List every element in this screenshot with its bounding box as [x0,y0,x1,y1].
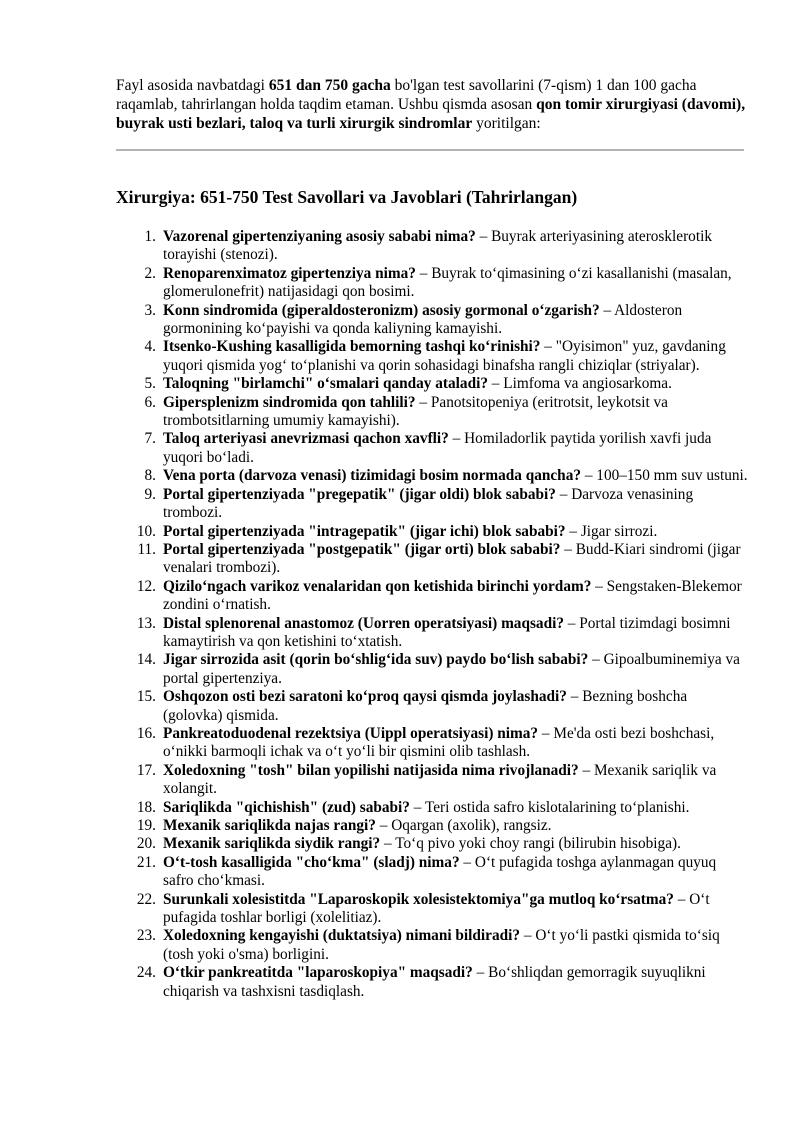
question-text: O‘t-tosh kasalligida "cho‘kma" (sladj) nima? [163,853,460,871]
intro-paragraph [116,76,746,133]
question-text: O‘tkir pankreatitda "laparoskopiya" maqsadi? [163,964,473,982]
item-number: 7. [144,430,156,448]
answer-text: – Portal tizimdagi bosimni kamaytirish va qon ketishini to‘xtatish. [163,614,731,650]
answer-text: – Gipoalbuminemiya va portal gipertenziya. [163,651,740,687]
question-text: Portal gipertenziyada "intragepatik" (jigar ichi) blok sababi? [163,522,566,540]
answer-text: – Me'da osti bezi boshchasi, o‘nikki barmoqli ichak va o‘t yo‘li bir qismini olib tashlash. [163,724,715,761]
list-item [116,486,748,523]
question-text: Mexanik sariqlikda siydik rangi? [163,835,381,853]
item-number: 11. [137,540,156,558]
answer-text: – "Oyisimon" yuz, gavdaning yuqori qismida yog‘ to‘planishi va qorin sohasidagi binafsha rangli chiziqlar (striyalar). [163,338,726,374]
answer-text: – Darvoza venasining trombozi. [163,485,694,522]
question-text: Gipersplenizm sindromida qon tahlili? [163,393,416,411]
question-text: Portal gipertenziyada "pregepatik" (jigar oldi) blok sababi? [163,485,556,503]
list-item [116,854,748,891]
answer-text: – Bezning boshcha (golovka) qismida. [163,688,688,724]
item-number: 6. [144,393,156,411]
question-text: Surunkali xolesistitda "Laparoskopik xolesistektomiya"ga mutloq ko‘rsatma? [163,890,674,908]
answer-text: – Homiladorlik paytida yorilish xavfi juda yuqori bo‘ladi. [163,430,712,466]
item-number: 9. [144,485,156,503]
question-text: Taloqning "birlamchi" o‘smalari qanday ataladi? [163,375,488,393]
intro-text-1: Fayl asosida navbatdagi [116,77,269,94]
item-number: 22. [136,890,156,908]
answer-text: – Bo‘shliqdan gemorragik suyuqlikni chiqarish va tashxisni tasdiqlash. [163,964,706,1000]
list-item [116,394,748,431]
item-number: 16. [136,724,156,742]
answer-text: – Buyrak to‘qimasining o‘zi kasallanishi (masalan, glomerulonefrit) natijasidagi qon bosimi. [163,264,732,301]
horizontal-divider [116,149,744,151]
item-number: 23. [136,927,156,945]
item-number: 19. [136,817,156,834]
answer-text: – O‘t pufagida toshga aylanmagan quyuq safro cho‘kmasi. [163,853,717,890]
intro-text-2: bo'lgan test savollarini (7-qism) 1 dan 100 gacha raqamlab, tahrirlangan holda taqdim etaman. Ushbu qismda asosan [116,77,697,113]
list-item [116,467,748,485]
question-text: Qizilo‘ngach varikoz venalaridan qon ketishida birinchi yordam? [163,577,592,595]
item-number: 14. [136,651,156,669]
question-text: Sariqlikda "qichishish" (zud) sababi? [163,798,410,816]
answer-text: – O‘t yo‘li pastki qismida to‘siq (tosh yoki o'sma) borligini. [163,927,720,963]
item-number: 13. [136,614,156,632]
section-heading: Xirurgiya: 651-750 Test Savollari va Javoblari (Tahrirlangan) [116,187,578,207]
item-number: 20. [136,835,156,853]
question-text: Mexanik sariqlikda najas rangi? [163,817,376,834]
list-item [116,835,748,853]
answer-text: – Aldosteron gormonining ko‘payishi va qonda kaliyning kamayishi. [163,301,683,338]
list-item [116,228,748,265]
question-text: Jigar sirrozida asit (qorin bo‘shlig‘ida suv) paydo bo‘lish sababi? [163,651,589,669]
item-number: 10. [136,522,156,540]
answer-text: – Mexanik sariqlik va xolangit. [163,761,717,798]
list-item [116,265,748,302]
item-number: 21. [136,853,156,871]
question-text: Xoledoxning kengayishi (duktatsiya) nimani bildiradi? [163,927,521,945]
item-number: 24. [136,964,156,982]
answer-text: – Budd-Kiari sindromi (jigar venalari trombozi). [163,540,741,577]
item-number: 5. [144,375,156,393]
question-text: Itsenko-Kushing kasalligida bemorning tashqi ko‘rinishi? [163,338,541,356]
question-text: Xoledoxning "tosh" bilan yopilishi natijasida nima rivojlanadi? [163,761,579,779]
list-item [116,523,748,541]
list-item [116,302,748,339]
question-text: Taloq arteriyasi anevrizmasi qachon xavfli? [163,430,449,448]
list-item [116,615,748,652]
answer-text: – Limfoma va angiosarkoma. [487,375,672,393]
list-item [116,541,748,578]
list-item [116,651,748,688]
list-item [116,927,748,964]
item-number: 12. [136,577,156,595]
list-item [116,430,748,467]
question-list [116,228,748,1001]
question-text: Pankreatoduodenal rezektsiya (Uippl operatsiyasi) nima? [163,724,539,742]
list-item [116,725,748,762]
list-item [116,964,748,1001]
list-item [116,891,748,928]
answer-text: – 100–150 mm suv ustuni. [581,467,748,485]
item-number: 18. [136,798,156,816]
question-text: Vazorenal gipertenziyaning asosiy sababi nima? [163,228,476,245]
item-number: 1. [144,228,156,245]
intro-text-3: yoritilgan: [472,115,541,132]
intro-bold-topics: qon tomir xirurgiyasi (davomi), buyrak usti bezlari, taloq va turli xirurgik sindromlar [116,96,746,132]
item-number: 17. [136,761,156,779]
item-number: 8. [144,467,156,485]
list-item [116,799,748,817]
item-number: 15. [136,688,156,706]
answer-text: – Jigar sirrozi. [565,522,658,540]
question-text: Vena porta (darvoza venasi) tizimidagi bosim normada qancha? [163,467,581,485]
question-text: Konn sindromida (giperaldosteronizm) asosiy gormonal o‘zgarish? [163,301,600,319]
answer-text: – Panotsitopeniya (eritrotsit, leykotsit va trombotsitlarning umumiy kamayishi). [163,393,668,430]
item-number: 2. [144,264,156,282]
answer-text: – Sengstaken-Blekemor zondini o‘rnatish. [163,577,742,614]
question-text: Renoparenximatoz gipertenziya nima? [163,264,416,282]
list-item [116,688,748,725]
item-number: 4. [144,338,156,356]
answer-text: – To‘q pivo yoki choy rangi (bilirubin hisobiga). [380,835,681,853]
item-number: 3. [144,301,156,319]
question-text: Portal gipertenziyada "postgepatik" (jigar orti) blok sababi? [163,540,561,558]
list-item [116,762,748,799]
question-text: Oshqozon osti bezi saratoni ko‘proq qaysi qismda joylashadi? [163,688,567,706]
list-item [116,578,748,615]
answer-text: – Oqargan (axolik), rangsiz. [375,817,552,834]
list-item [116,817,748,835]
list-item [116,338,748,375]
answer-text: – Buyrak arteriyasining aterosklerotik torayishi (stenozi). [163,228,712,264]
question-text: Distal splenorenal anastomoz (Uorren operatsiyasi) maqsadi? [163,614,564,632]
answer-text: – Teri ostida safro kislotalarining to‘planishi. [409,798,690,816]
answer-text: – O‘t pufagida toshlar borligi (xolelitiaz). [163,890,710,927]
list-item [116,375,748,393]
intro-bold-range: 651 dan 750 gacha [268,77,391,94]
